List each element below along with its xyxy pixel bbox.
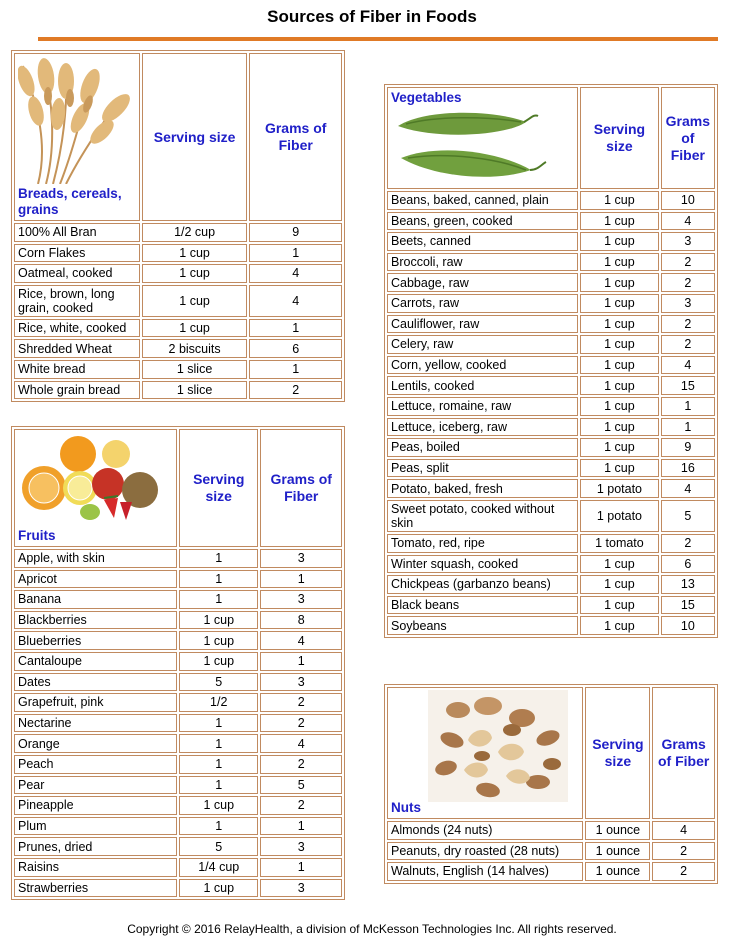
fruits-table bbox=[11, 426, 345, 900]
grams-cell: 3 bbox=[260, 549, 342, 568]
serving-cell: 1 cup bbox=[580, 596, 658, 615]
grams-cell: 1 bbox=[260, 858, 342, 877]
food-cell: Blackberries bbox=[14, 611, 177, 630]
grams-cell: 2 bbox=[661, 534, 715, 553]
table-row bbox=[14, 776, 342, 795]
table-row bbox=[387, 315, 715, 334]
table-row bbox=[387, 555, 715, 574]
table-row bbox=[14, 319, 342, 338]
food-cell: Shredded Wheat bbox=[14, 339, 140, 358]
grams-cell: 10 bbox=[661, 616, 715, 635]
food-cell: Strawberries bbox=[14, 879, 177, 898]
grams-cell: 3 bbox=[260, 879, 342, 898]
food-cell: Grapefruit, pink bbox=[14, 693, 177, 712]
serving-cell: 1 cup bbox=[580, 418, 658, 437]
grams-cell: 2 bbox=[260, 796, 342, 815]
table-row bbox=[14, 631, 342, 650]
table-row bbox=[387, 232, 715, 251]
serving-cell: 1 cup bbox=[179, 631, 258, 650]
food-cell: Peas, boiled bbox=[387, 438, 578, 457]
food-cell: Dates bbox=[14, 673, 177, 692]
serving-cell: 1 cup bbox=[580, 356, 658, 375]
fruits-category-label: Fruits bbox=[18, 528, 56, 543]
food-cell: Plum bbox=[14, 817, 177, 836]
grams-cell: 1 bbox=[249, 319, 342, 338]
table-row bbox=[14, 837, 342, 856]
grams-cell: 15 bbox=[661, 376, 715, 395]
table-row bbox=[387, 575, 715, 594]
food-cell: Apricot bbox=[14, 570, 177, 589]
serving-cell: 1 potato bbox=[580, 500, 658, 532]
grams-cell: 4 bbox=[249, 285, 342, 317]
serving-cell: 5 bbox=[179, 673, 258, 692]
serving-cell: 5 bbox=[179, 837, 258, 856]
table-row bbox=[14, 817, 342, 836]
food-cell: Cantaloupe bbox=[14, 652, 177, 671]
food-cell: Lentils, cooked bbox=[387, 376, 578, 395]
food-cell: Peas, split bbox=[387, 459, 578, 478]
table-row bbox=[14, 796, 342, 815]
serving-cell: 1 slice bbox=[142, 381, 248, 400]
table-row bbox=[387, 438, 715, 457]
serving-cell: 1 cup bbox=[142, 264, 248, 283]
food-cell: Apple, with skin bbox=[14, 549, 177, 568]
food-cell: Orange bbox=[14, 734, 177, 753]
table-row bbox=[387, 356, 715, 375]
serving-cell: 1 bbox=[179, 590, 258, 609]
vegetables-image-cell bbox=[387, 87, 578, 189]
fruits-serving-header: Serving size bbox=[179, 429, 258, 547]
table-row bbox=[14, 693, 342, 712]
serving-cell: 1 cup bbox=[580, 459, 658, 478]
serving-cell: 1 cup bbox=[580, 555, 658, 574]
food-cell: Raisins bbox=[14, 858, 177, 877]
serving-cell: 1 ounce bbox=[585, 862, 650, 881]
serving-cell: 1 ounce bbox=[585, 821, 650, 840]
grams-cell: 4 bbox=[661, 356, 715, 375]
fruits-grams-header: Grams of Fiber bbox=[260, 429, 342, 547]
table-row bbox=[387, 862, 715, 881]
table-row bbox=[387, 191, 715, 210]
food-cell: Cabbage, raw bbox=[387, 273, 578, 292]
table-row bbox=[387, 376, 715, 395]
page-title: Sources of Fiber in Foods bbox=[267, 7, 477, 26]
nuts-table bbox=[384, 684, 718, 884]
serving-cell: 1 cup bbox=[179, 611, 258, 630]
breads-category-label: Breads, cereals, grains bbox=[18, 186, 122, 217]
serving-cell: 1 cup bbox=[142, 319, 248, 338]
grams-cell: 4 bbox=[260, 734, 342, 753]
grams-cell: 6 bbox=[249, 339, 342, 358]
table-row bbox=[387, 294, 715, 313]
food-cell: Peanuts, dry roasted (28 nuts) bbox=[387, 842, 583, 861]
table-row bbox=[387, 418, 715, 437]
nuts-serving-header: Serving size bbox=[585, 687, 650, 819]
grams-cell: 3 bbox=[260, 837, 342, 856]
grams-cell: 2 bbox=[249, 381, 342, 400]
grams-cell: 1 bbox=[249, 244, 342, 263]
food-cell: Walnuts, English (14 halves) bbox=[387, 862, 583, 881]
serving-cell: 1 cup bbox=[142, 285, 248, 317]
serving-cell: 1 cup bbox=[580, 376, 658, 395]
serving-cell: 1/2 bbox=[179, 693, 258, 712]
serving-cell: 1 bbox=[179, 549, 258, 568]
grams-cell: 4 bbox=[661, 479, 715, 498]
table-row bbox=[387, 253, 715, 272]
serving-cell: 1 cup bbox=[580, 253, 658, 272]
food-cell: Lettuce, romaine, raw bbox=[387, 397, 578, 416]
food-cell: Chickpeas (garbanzo beans) bbox=[387, 575, 578, 594]
serving-cell: 1 cup bbox=[580, 273, 658, 292]
serving-cell: 1 tomato bbox=[580, 534, 658, 553]
food-cell: Prunes, dried bbox=[14, 837, 177, 856]
table-row bbox=[14, 858, 342, 877]
serving-cell: 1/2 cup bbox=[142, 223, 248, 242]
food-cell: Beets, canned bbox=[387, 232, 578, 251]
grams-cell: 2 bbox=[661, 253, 715, 272]
food-cell: White bread bbox=[14, 360, 140, 379]
nuts-image bbox=[428, 690, 568, 802]
food-cell: Rice, white, cooked bbox=[14, 319, 140, 338]
food-cell: Tomato, red, ripe bbox=[387, 534, 578, 553]
grams-cell: 1 bbox=[661, 397, 715, 416]
nuts-grams-header: Grams of Fiber bbox=[652, 687, 715, 819]
serving-cell: 1 potato bbox=[580, 479, 658, 498]
food-cell: Pineapple bbox=[14, 796, 177, 815]
table-row bbox=[387, 842, 715, 861]
grams-cell: 9 bbox=[661, 438, 715, 457]
table-row bbox=[14, 652, 342, 671]
grams-cell: 2 bbox=[661, 273, 715, 292]
vegetables-table bbox=[384, 84, 718, 638]
table-row bbox=[14, 381, 342, 400]
table-row bbox=[14, 879, 342, 898]
food-cell: Lettuce, iceberg, raw bbox=[387, 418, 578, 437]
food-cell: Broccoli, raw bbox=[387, 253, 578, 272]
serving-cell: 1 cup bbox=[580, 232, 658, 251]
table-row bbox=[14, 590, 342, 609]
grams-cell: 3 bbox=[260, 590, 342, 609]
serving-cell: 1 cup bbox=[580, 397, 658, 416]
serving-cell: 1 slice bbox=[142, 360, 248, 379]
food-cell: Carrots, raw bbox=[387, 294, 578, 313]
food-cell: Beans, baked, canned, plain bbox=[387, 191, 578, 210]
serving-cell: 1 bbox=[179, 755, 258, 774]
food-cell: Whole grain bread bbox=[14, 381, 140, 400]
vegetables-grams-header: Grams of Fiber bbox=[661, 87, 715, 189]
serving-cell: 1 cup bbox=[580, 191, 658, 210]
serving-cell: 1 cup bbox=[179, 652, 258, 671]
food-cell: Corn, yellow, cooked bbox=[387, 356, 578, 375]
serving-cell: 1 cup bbox=[142, 244, 248, 263]
serving-cell: 1 cup bbox=[179, 879, 258, 898]
grams-cell: 9 bbox=[249, 223, 342, 242]
table-row bbox=[14, 223, 342, 242]
table-row bbox=[387, 500, 715, 532]
food-cell: 100% All Bran bbox=[14, 223, 140, 242]
fruits-image bbox=[18, 432, 168, 524]
table-row bbox=[387, 596, 715, 615]
grams-cell: 3 bbox=[260, 673, 342, 692]
grams-cell: 3 bbox=[661, 232, 715, 251]
food-cell: Potato, baked, fresh bbox=[387, 479, 578, 498]
serving-cell: 1 bbox=[179, 714, 258, 733]
serving-cell: 1 cup bbox=[580, 335, 658, 354]
serving-cell: 1 bbox=[179, 734, 258, 753]
serving-cell: 1 cup bbox=[580, 438, 658, 457]
serving-cell: 1 cup bbox=[580, 575, 658, 594]
food-cell: Blueberries bbox=[14, 631, 177, 650]
vegetables-category-label: Vegetables bbox=[391, 90, 462, 105]
serving-cell: 1 ounce bbox=[585, 842, 650, 861]
table-row bbox=[387, 479, 715, 498]
grams-cell: 1 bbox=[260, 817, 342, 836]
food-cell: Corn Flakes bbox=[14, 244, 140, 263]
table-row bbox=[14, 673, 342, 692]
grams-cell: 4 bbox=[652, 821, 715, 840]
food-cell: Sweet potato, cooked without skin bbox=[387, 500, 578, 532]
table-row bbox=[14, 339, 342, 358]
serving-cell: 1 cup bbox=[580, 616, 658, 635]
grams-cell: 1 bbox=[249, 360, 342, 379]
breads-image-cell bbox=[14, 53, 140, 221]
food-cell: Banana bbox=[14, 590, 177, 609]
table-row bbox=[14, 570, 342, 589]
grams-cell: 15 bbox=[661, 596, 715, 615]
serving-cell: 2 biscuits bbox=[142, 339, 248, 358]
grams-cell: 16 bbox=[661, 459, 715, 478]
grams-cell: 13 bbox=[661, 575, 715, 594]
table-row bbox=[387, 821, 715, 840]
grams-cell: 6 bbox=[661, 555, 715, 574]
grams-cell: 2 bbox=[260, 755, 342, 774]
grams-cell: 4 bbox=[260, 631, 342, 650]
title-divider bbox=[38, 37, 718, 41]
grams-cell: 2 bbox=[260, 693, 342, 712]
pea-pods-image bbox=[396, 108, 566, 188]
grams-cell: 1 bbox=[260, 570, 342, 589]
table-row bbox=[387, 459, 715, 478]
grams-cell: 2 bbox=[652, 842, 715, 861]
serving-cell: 1 bbox=[179, 776, 258, 795]
food-cell: Winter squash, cooked bbox=[387, 555, 578, 574]
serving-cell: 1 cup bbox=[580, 212, 658, 231]
breads-serving-header: Serving size bbox=[142, 53, 248, 221]
food-cell: Cauliflower, raw bbox=[387, 315, 578, 334]
food-cell: Beans, green, cooked bbox=[387, 212, 578, 231]
food-cell: Nectarine bbox=[14, 714, 177, 733]
food-cell: Pear bbox=[14, 776, 177, 795]
grams-cell: 4 bbox=[661, 212, 715, 231]
grams-cell: 5 bbox=[260, 776, 342, 795]
food-cell: Rice, brown, long grain, cooked bbox=[14, 285, 140, 317]
table-row bbox=[387, 335, 715, 354]
serving-cell: 1 bbox=[179, 817, 258, 836]
food-cell: Peach bbox=[14, 755, 177, 774]
table-row bbox=[14, 264, 342, 283]
serving-cell: 1 cup bbox=[179, 796, 258, 815]
table-row bbox=[14, 755, 342, 774]
food-cell: Celery, raw bbox=[387, 335, 578, 354]
table-row bbox=[14, 360, 342, 379]
serving-cell: 1 cup bbox=[580, 294, 658, 313]
grams-cell: 5 bbox=[661, 500, 715, 532]
food-cell: Soybeans bbox=[387, 616, 578, 635]
table-row bbox=[14, 734, 342, 753]
food-cell: Oatmeal, cooked bbox=[14, 264, 140, 283]
table-row bbox=[14, 285, 342, 317]
food-cell: Black beans bbox=[387, 596, 578, 615]
table-row bbox=[387, 616, 715, 635]
fruits-image-cell bbox=[14, 429, 177, 547]
serving-cell: 1/4 cup bbox=[179, 858, 258, 877]
nuts-category-label: Nuts bbox=[391, 800, 421, 815]
grams-cell: 8 bbox=[260, 611, 342, 630]
grams-cell: 2 bbox=[652, 862, 715, 881]
food-cell: Almonds (24 nuts) bbox=[387, 821, 583, 840]
grams-cell: 1 bbox=[260, 652, 342, 671]
table-row bbox=[14, 611, 342, 630]
copyright-footer: Copyright © 2016 RelayHealth, a division of McKesson Technologies Inc. All rights reserved. bbox=[127, 922, 617, 936]
nuts-image-cell bbox=[387, 687, 583, 819]
table-row bbox=[14, 714, 342, 733]
breads-grams-header: Grams of Fiber bbox=[249, 53, 342, 221]
table-row bbox=[387, 212, 715, 231]
table-row bbox=[14, 549, 342, 568]
grams-cell: 2 bbox=[661, 335, 715, 354]
grams-cell: 10 bbox=[661, 191, 715, 210]
grams-cell: 2 bbox=[260, 714, 342, 733]
table-row bbox=[387, 534, 715, 553]
serving-cell: 1 bbox=[179, 570, 258, 589]
grams-cell: 2 bbox=[661, 315, 715, 334]
table-row bbox=[14, 244, 342, 263]
grams-cell: 1 bbox=[661, 418, 715, 437]
wheat-image bbox=[18, 56, 138, 184]
breads-table bbox=[11, 50, 345, 402]
vegetables-serving-header: Serving size bbox=[580, 87, 658, 189]
table-row bbox=[387, 273, 715, 292]
serving-cell: 1 cup bbox=[580, 315, 658, 334]
grams-cell: 4 bbox=[249, 264, 342, 283]
table-row bbox=[387, 397, 715, 416]
grams-cell: 3 bbox=[661, 294, 715, 313]
